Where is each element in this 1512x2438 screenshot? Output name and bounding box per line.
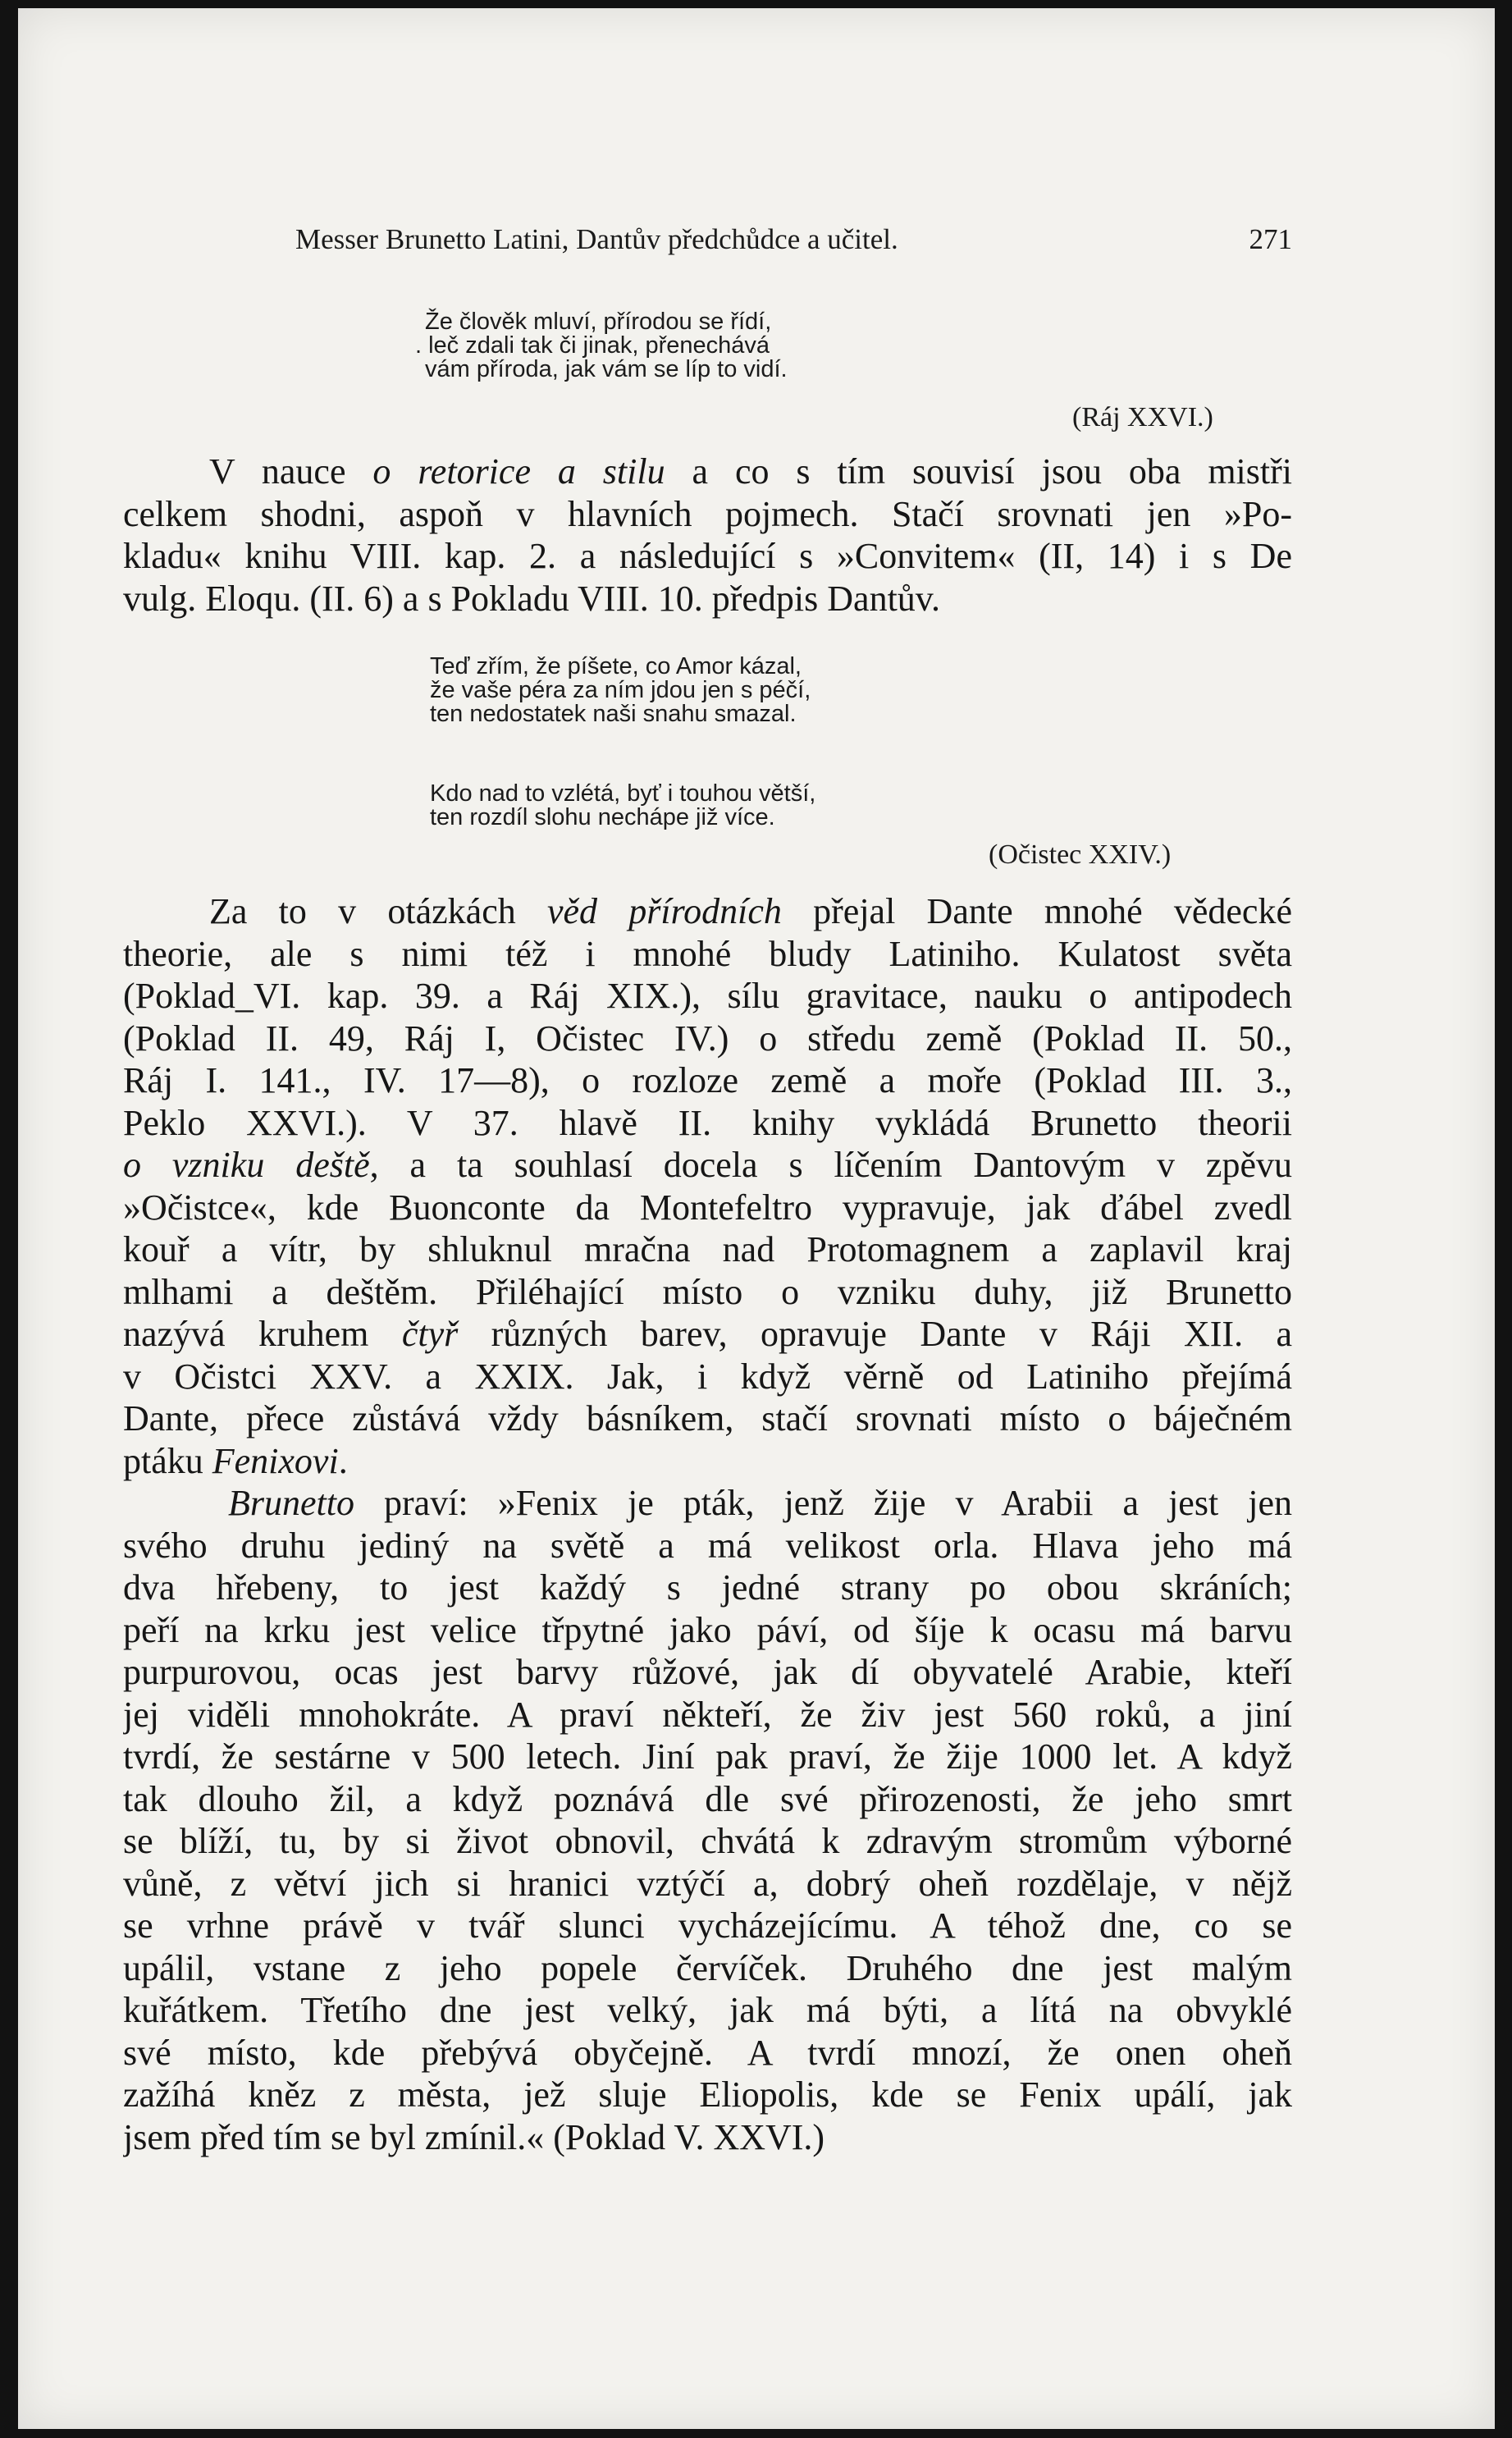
poem-line: Že člověk mluví, přírodou se řídí,: [425, 309, 772, 335]
text-line: (Poklad_VI. kap. 39. a Ráj XIX.), sílu gravitace, nauku o antipodech: [123, 976, 1292, 1016]
text-line: svého druhu jediný na světě a má velikost orla. Hlava jeho má: [123, 1525, 1292, 1566]
text-line: vulg. Eloqu. (II. 6) a s Pokladu VIII. 10. předpis Dantův.: [123, 578, 940, 619]
text-line: v Očistci XXV. a XXIX. Jak, i když věrně od Latiniho přejímá: [123, 1356, 1292, 1397]
text-line: »Očistce«, kde Buonconte da Montefeltro vypravuje, jak ďábel zvedl: [123, 1187, 1292, 1228]
text-line: se vrhne právě v tvář slunci vycházejícímu. A téhož dne, co se: [123, 1905, 1292, 1946]
paragraph-phoenix: [123, 1482, 1292, 2158]
text-line: kuřátkem. Třetího dne jest velký, jak má býti, a lítá na obvyklé: [123, 1990, 1292, 2030]
text-line: kladu« knihu VIII. kap. 2. a následující s »Convitem« (II, 14) i s De: [123, 536, 1292, 576]
paragraph-natural-sciences: [123, 890, 1292, 1482]
text-line: zažíhá kněz z města, jež sluje Eliopolis, kde se Fenix upálí, jak: [123, 2074, 1292, 2115]
text-line: své místo, kde přebývá obyčejně. A tvrdí mnozí, že onen oheň: [123, 2032, 1292, 2073]
poem-line: vám příroda, jak vám se líp to vidí.: [425, 356, 788, 382]
text-line: jej viděli mnohokráte. A praví někteří, že živ jest 560 roků, a jiní: [123, 1694, 1292, 1735]
page-number: 271: [1249, 223, 1292, 255]
poem-source: (Ráj XXVI.): [1072, 402, 1213, 432]
text-line: V nauce o retorice a stilu a co s tím souvisí jsou oba mistři: [209, 451, 1292, 492]
text-line: Dante, přece zůstává vždy básníkem, stačí srovnati místo o báječném: [123, 1398, 1292, 1439]
text-line: jsem před tím se byl zmínil.« (Poklad V. XXVI.): [123, 2116, 825, 2157]
poem-quote-purgatorio-stanza-1: [430, 655, 811, 726]
poem-line: ten nedostatek naši snahu smazal.: [430, 701, 797, 727]
text-line: Ráj I. 141., IV. 17—8), o rozloze země a moře (Poklad III. 3.,: [123, 1060, 1292, 1100]
text-line: vůně, z větví jich si hranici vztýčí a, dobrý oheň rozdělaje, v nějž: [123, 1863, 1292, 1904]
paragraph-rhetoric: [123, 451, 1292, 620]
poem-line: Teď zřím, že píšete, co Amor kázal,: [430, 653, 802, 679]
poem-line: . leč zdali tak či jinak, přenechává: [415, 332, 770, 359]
text-line: dva hřebeny, to jest každý s jedné strany po obou skráních;: [123, 1567, 1292, 1608]
running-title: Messer Brunetto Latini, Dantův předchůdce a učitel.: [295, 223, 898, 255]
text-line: nazývá kruhem čtyř různých barev, opravuje Dante v Ráji XII. a: [123, 1314, 1292, 1354]
poem-quote-paradiso: [415, 309, 788, 382]
text-line: tvrdí, že sestárne v 500 letech. Jiní pak praví, že žije 1000 let. A když: [123, 1736, 1292, 1777]
text-line: ptáku Fenixovi.: [123, 1440, 348, 1481]
text-line: (Poklad II. 49, Ráj I, Očistec IV.) o středu země (Poklad II. 50.,: [123, 1018, 1292, 1059]
text-line: kouř a vítr, by shluknul mračna nad Protomagnem a zaplavil kraj: [123, 1229, 1292, 1269]
poem-line: ten rozdíl slohu nechápe již více.: [430, 804, 775, 830]
poem-quote-purgatorio-stanza-2: [430, 782, 815, 830]
text-line: Peklo XXVI.). V 37. hlavě II. knihy vykládá Brunetto theorii: [123, 1102, 1292, 1143]
poem-line: Kdo nad to vzlétá, byť i touhou větší,: [430, 780, 816, 807]
text-line: o vzniku deště, a ta souhlasí docela s líčením Dantovým v zpěvu: [123, 1145, 1292, 1185]
text-line: celkem shodni, aspoň v hlavních pojmech. Stačí srovnati jen »Po-: [123, 493, 1292, 534]
text-line: se blíží, tu, by si život obnovil, chvátá k zdravým stromům výborné: [123, 1821, 1292, 1861]
text-line: upálil, vstane z jeho popele červíček. Druhého dne jest malým: [123, 1947, 1292, 1988]
poem-source: (Očistec XXIV.): [989, 839, 1172, 870]
text-line: peří na krku jest velice třpytné jako páví, od šíje k ocasu má barvu: [123, 1609, 1292, 1650]
text-line: purpurovou, ocas jest barvy růžové, jak dí obyvatelé Arabie, kteří: [123, 1652, 1292, 1692]
poem-line: že vaše péra za ním jdou jen s péčí,: [430, 677, 811, 703]
text-line: theorie, ale s nimi též i mnohé bludy Latiniho. Kulatost světa: [123, 933, 1292, 974]
text-line: Za to v otázkách věd přírodních přejal Dante mnohé vědecké: [209, 891, 1292, 931]
text-line: tak dlouho žil, a když poznává dle své přirozenosti, že jeho smrt: [123, 1778, 1292, 1819]
text-line: Brunetto praví: »Fenix je pták, jenž žije v Arabii a jest jen: [228, 1483, 1292, 1523]
text-line: mlhami a deštěm. Přiléhající místo o vzniku duhy, již Brunetto: [123, 1271, 1292, 1312]
